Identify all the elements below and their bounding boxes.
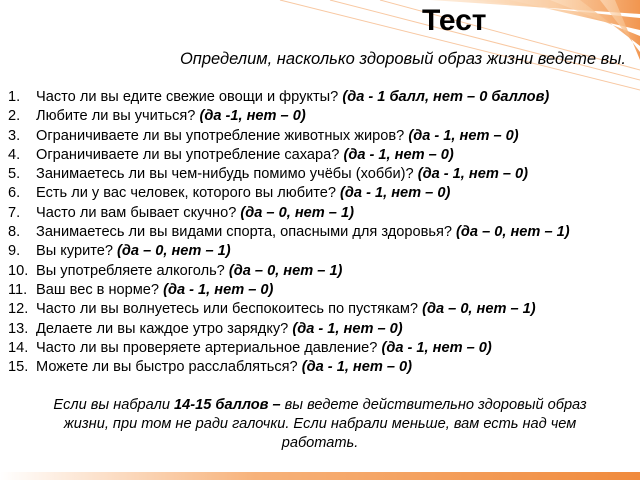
question-item: [8, 127, 570, 146]
question-label: Ограничиваете ли вы употребление животных жиров?: [36, 127, 409, 144]
question-score: (да - 1, нет – 0): [343, 146, 454, 163]
question-item: [8, 242, 570, 261]
question-text: [36, 281, 273, 300]
conclusion-text: [30, 396, 610, 453]
question-item: [8, 320, 570, 339]
question-text: [36, 262, 342, 281]
question-label: Вы употребляете алкоголь?: [36, 262, 229, 279]
question-item: [8, 146, 570, 165]
question-number: 4.: [8, 146, 21, 163]
question-score: (да - 1, нет – 0): [292, 320, 403, 337]
question-number: 15.: [8, 359, 29, 376]
question-item: [8, 107, 570, 126]
question-item: [8, 204, 570, 223]
question-text: [36, 184, 450, 203]
question-score: (да - 1, нет – 0): [417, 166, 529, 183]
bottom-accent-bar: [0, 472, 640, 480]
question-score: (да – 0, нет – 1): [456, 224, 570, 241]
question-number: 7.: [8, 204, 21, 221]
question-number: 9.: [8, 243, 21, 260]
question-text: [36, 320, 403, 339]
question-number: 2.: [8, 108, 21, 125]
question-number: 13.: [8, 320, 29, 337]
question-label: Занимаетесь ли вы чем-нибудь помимо учёбы (хобби)?: [36, 166, 418, 183]
conclusion-score-range: 14-15 баллов –: [174, 397, 281, 413]
question-score: (да – 0, нет – 1): [422, 301, 536, 318]
question-score: (да - 1, нет – 0): [408, 127, 519, 144]
question-number: 14.: [8, 339, 29, 356]
question-item: [8, 88, 570, 107]
question-score: (да - 1, нет – 0): [340, 185, 451, 202]
question-label: Есть ли у вас человек, которого вы любите?: [36, 185, 341, 202]
question-text: [36, 127, 519, 146]
question-text: [36, 88, 549, 107]
question-label: Делаете ли вы каждое утро зарядку?: [36, 320, 293, 337]
question-score: (да – 0, нет – 1): [117, 243, 231, 260]
question-number: 11.: [8, 281, 28, 298]
question-item: [8, 358, 570, 377]
question-item: [8, 339, 570, 358]
question-score: (да - 1, нет – 0): [163, 281, 274, 298]
question-label: Часто ли вам бывает скучно?: [36, 204, 241, 221]
question-label: Ваш вес в норме?: [36, 281, 164, 298]
question-label: Можете ли вы быстро расслабляться?: [36, 359, 302, 376]
question-item: [8, 262, 570, 281]
question-number: 3.: [8, 127, 21, 144]
slide-title: Тест: [422, 4, 487, 37]
question-text: [36, 107, 306, 126]
question-score: (да - 1, нет – 0): [381, 339, 492, 356]
question-text: [36, 358, 412, 377]
question-text: [36, 165, 528, 184]
question-text: [36, 339, 492, 358]
question-number: 5.: [8, 166, 21, 183]
question-label: Часто ли вы едите свежие овощи и фрукты?: [36, 89, 343, 105]
question-number: 6.: [8, 185, 21, 202]
question-text: [36, 300, 536, 319]
question-score: (да -1, нет – 0): [199, 108, 306, 125]
question-item: [8, 165, 570, 184]
question-item: [8, 300, 570, 319]
question-label: Часто ли вы проверяете артериальное давление?: [36, 339, 382, 356]
question-item: [8, 184, 570, 203]
conclusion-part-1: Если вы набрали: [53, 397, 175, 413]
question-item: [8, 281, 570, 300]
question-label: Занимаетесь ли вы видами спорта, опасными для здоровья?: [36, 224, 457, 241]
question-text: [36, 223, 570, 242]
question-text: [36, 242, 231, 261]
question-number: 10.: [8, 262, 29, 279]
question-number: 12.: [8, 301, 29, 318]
question-number: 1.: [8, 89, 21, 105]
question-item: [8, 223, 570, 242]
question-score: (да - 1 балл, нет – 0 баллов): [342, 89, 550, 105]
question-text: [36, 146, 454, 165]
question-label: Часто ли вы волнуетесь или беспокоитесь по пустякам?: [36, 301, 423, 318]
question-list: [8, 88, 570, 377]
question-text: [36, 204, 354, 223]
question-score: (да – 0, нет – 1): [240, 204, 354, 221]
question-number: 8.: [8, 224, 21, 241]
question-label: Любите ли вы учиться?: [36, 108, 200, 125]
conclusion-part-2: вы ведете действительно здоровый образ жизни, при том не ради галочки. Если набрали меньше, вам есть над чем работать.: [63, 397, 587, 451]
question-label: Ограничиваете ли вы употребление сахара?: [36, 146, 344, 163]
question-label: Вы курите?: [36, 243, 118, 260]
question-score: (да - 1, нет – 0): [301, 359, 413, 376]
question-score: (да – 0, нет – 1): [228, 262, 343, 279]
slide-subtitle: Определим, насколько здоровый образ жизни ведете вы.: [179, 50, 626, 68]
